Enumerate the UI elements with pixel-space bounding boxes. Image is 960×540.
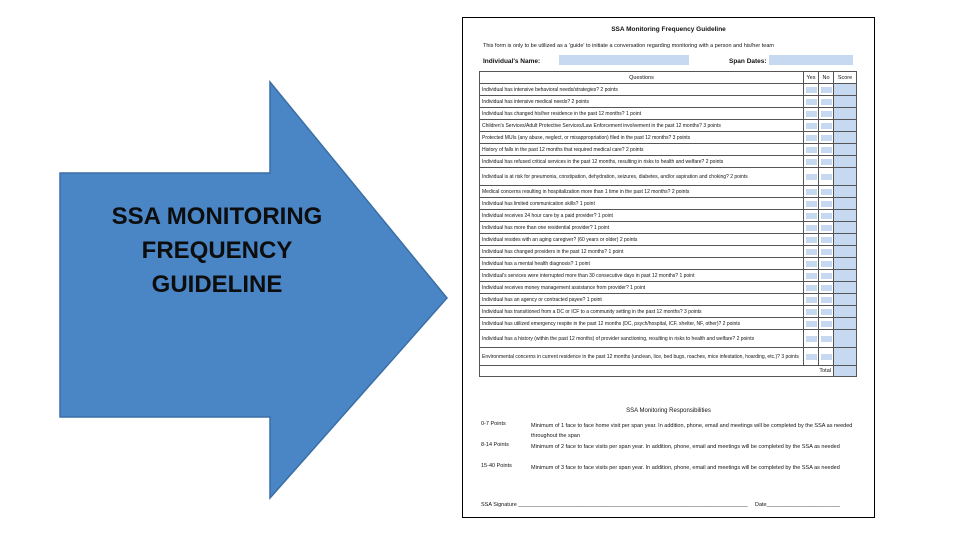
- answer-no-box[interactable]: [821, 189, 832, 195]
- answer-no-cell: [819, 96, 834, 108]
- question-text: Individual has intensive behavioral needs/strategies? 2 points: [480, 84, 804, 96]
- name-field[interactable]: [559, 55, 689, 65]
- answer-no-cell: [819, 132, 834, 144]
- question-text: Individual's services were interrupted more than 30 consecutive days in past 12 months? 1 point: [480, 270, 804, 282]
- score-cell[interactable]: [834, 234, 857, 246]
- answer-no-box[interactable]: [821, 135, 832, 141]
- answer-no-box[interactable]: [821, 249, 832, 255]
- answer-yes-box[interactable]: [806, 111, 817, 117]
- answer-yes-cell: [804, 168, 819, 186]
- answer-yes-cell: [804, 120, 819, 132]
- question-text: Medical concerns resulting in hospitalization more than 1 time in the past 12 months? 2 points: [480, 186, 804, 198]
- span-dates-field[interactable]: [769, 55, 853, 65]
- question-row: [480, 186, 857, 198]
- question-row: [480, 84, 857, 96]
- answer-no-box[interactable]: [821, 261, 832, 267]
- answer-no-cell: [819, 144, 834, 156]
- answer-yes-box[interactable]: [806, 147, 817, 153]
- header-score: Score: [834, 72, 857, 84]
- questions-table: [479, 71, 857, 377]
- question-row: [480, 258, 857, 270]
- answer-yes-box[interactable]: [806, 99, 817, 105]
- score-cell[interactable]: [834, 348, 857, 366]
- answer-yes-cell: [804, 186, 819, 198]
- answer-yes-cell: [804, 294, 819, 306]
- answer-no-box[interactable]: [821, 213, 832, 219]
- answer-no-box[interactable]: [821, 111, 832, 117]
- total-score-cell[interactable]: [834, 366, 857, 377]
- answer-yes-box[interactable]: [806, 354, 817, 360]
- answer-no-cell: [819, 282, 834, 294]
- answer-no-box[interactable]: [821, 225, 832, 231]
- question-row: [480, 348, 857, 366]
- score-cell[interactable]: [834, 294, 857, 306]
- score-cell[interactable]: [834, 168, 857, 186]
- question-row: [480, 318, 857, 330]
- slide-title: [72, 200, 362, 302]
- answer-no-cell: [819, 318, 834, 330]
- answer-no-cell: [819, 294, 834, 306]
- answer-no-cell: [819, 108, 834, 120]
- answer-yes-cell: [804, 132, 819, 144]
- score-cell[interactable]: [834, 108, 857, 120]
- score-cell[interactable]: [834, 156, 857, 168]
- question-text: Individual has a history (within the past 12 months) of provider sanctioning, resulting in risks to health and welfare? 2 points: [480, 330, 804, 348]
- answer-no-cell: [819, 258, 834, 270]
- score-cell[interactable]: [834, 198, 857, 210]
- span-dates-label: Span Dates:: [729, 58, 767, 65]
- slide-title-line: GUIDELINE: [151, 271, 283, 298]
- answer-no-box[interactable]: [821, 273, 832, 279]
- answer-yes-box[interactable]: [806, 336, 817, 342]
- answer-no-cell: [819, 246, 834, 258]
- question-row: [480, 198, 857, 210]
- slide-title-line: SSA MONITORING: [111, 203, 323, 230]
- question-text: Individual has intensive medical needs? 2 points: [480, 96, 804, 108]
- question-text: Individual has refused critical services in the past 12 months, resulting in risks to health and welfare? 2 points: [480, 156, 804, 168]
- answer-yes-box[interactable]: [806, 321, 817, 327]
- answer-yes-cell: [804, 198, 819, 210]
- question-text: Individual has limited communication skills? 1 point: [480, 198, 804, 210]
- question-text: Individual has utilized emergency respite in the past 12 months (DC, psych/hospital, ICF, shelter, NF, other)? 2 points: [480, 318, 804, 330]
- total-label: Total: [480, 366, 834, 377]
- answer-yes-box[interactable]: [806, 213, 817, 219]
- question-text: Individual receives 24 hour care by a paid provider? 1 point: [480, 210, 804, 222]
- answer-no-box[interactable]: [821, 354, 832, 360]
- answer-yes-box[interactable]: [806, 309, 817, 315]
- answer-no-cell: [819, 330, 834, 348]
- score-cell[interactable]: [834, 318, 857, 330]
- answer-no-cell: [819, 234, 834, 246]
- answer-no-box[interactable]: [821, 309, 832, 315]
- question-text: Individual has changed providers in the past 12 months? 1 point: [480, 246, 804, 258]
- question-row: [480, 330, 857, 348]
- score-cell[interactable]: [834, 258, 857, 270]
- score-cell[interactable]: [834, 210, 857, 222]
- question-row: [480, 156, 857, 168]
- question-text: Individual has a mental health diagnosis? 1 point: [480, 258, 804, 270]
- answer-no-cell: [819, 168, 834, 186]
- answer-no-cell: [819, 306, 834, 318]
- questions-body: [480, 84, 857, 377]
- question-text: Individual has transitioned from a DC or ICF to a community setting in the past 12 months? 3 points: [480, 306, 804, 318]
- answer-yes-cell: [804, 108, 819, 120]
- ssa-signature-line[interactable]: SSA Signature ___________________________________________________________________________: [481, 502, 748, 508]
- answer-no-cell: [819, 156, 834, 168]
- score-cell[interactable]: [834, 132, 857, 144]
- question-row: [480, 294, 857, 306]
- answer-no-box[interactable]: [821, 99, 832, 105]
- answer-yes-box[interactable]: [806, 273, 817, 279]
- answer-yes-box[interactable]: [806, 159, 817, 165]
- answer-yes-box[interactable]: [806, 297, 817, 303]
- question-row: [480, 210, 857, 222]
- question-text: Individual resides with an aging caregiver? (60 years or older) 2 points: [480, 234, 804, 246]
- question-row: [480, 108, 857, 120]
- answer-no-box[interactable]: [821, 201, 832, 207]
- answer-yes-box[interactable]: [806, 285, 817, 291]
- question-text: Children's Services/Adult Protective Services/Law Enforcement involvement in the past 12 months? 3 points: [480, 120, 804, 132]
- answer-yes-cell: [804, 84, 819, 96]
- answer-no-cell: [819, 348, 834, 366]
- header-questions: Questions: [480, 72, 804, 84]
- question-row: [480, 96, 857, 108]
- question-row: [480, 168, 857, 186]
- answer-no-box[interactable]: [821, 147, 832, 153]
- answer-no-cell: [819, 120, 834, 132]
- slide-title-line: FREQUENCY: [141, 237, 293, 264]
- header-yes: Yes: [804, 72, 819, 84]
- answer-yes-cell: [804, 96, 819, 108]
- answer-no-cell: [819, 210, 834, 222]
- responsibility-text: Minimum of 1 face to face home visit per span year. In addition, phone, email and meetings will be completed by the SSA as needed throughout the span: [531, 423, 853, 439]
- responsibility-points: 0-7 Points: [481, 421, 506, 427]
- answer-no-box[interactable]: [821, 297, 832, 303]
- answer-no-cell: [819, 222, 834, 234]
- question-text: Individual has changed his/her residence in the past 12 months? 1 point: [480, 108, 804, 120]
- question-text: Environmental concerns in current residence in the past 12 months (unclean, lice, bed bugs, roaches, mice infestation, hoarding, etc.)? 3 points: [480, 348, 804, 366]
- answer-yes-box[interactable]: [806, 87, 817, 93]
- answer-no-box[interactable]: [821, 321, 832, 327]
- score-cell[interactable]: [834, 84, 857, 96]
- answer-yes-cell: [804, 258, 819, 270]
- form-intro: This form is only to be utilized as a 'guide' to initiate a conversation regarding monitoring with a person and his/her team: [483, 43, 775, 49]
- answer-yes-box[interactable]: [806, 225, 817, 231]
- score-cell[interactable]: [834, 330, 857, 348]
- score-cell[interactable]: [834, 246, 857, 258]
- answer-yes-box[interactable]: [806, 189, 817, 195]
- answer-yes-cell: [804, 318, 819, 330]
- answer-no-box[interactable]: [821, 285, 832, 291]
- answer-yes-cell: [804, 210, 819, 222]
- answer-no-cell: [819, 198, 834, 210]
- question-row: [480, 246, 857, 258]
- score-cell[interactable]: [834, 186, 857, 198]
- monitoring-form: [462, 17, 875, 518]
- answer-no-box[interactable]: [821, 87, 832, 93]
- score-cell[interactable]: [834, 306, 857, 318]
- date-line[interactable]: Date________________________: [755, 502, 841, 508]
- question-text: Individual has more than one residential provider? 1 point: [480, 222, 804, 234]
- answer-no-cell: [819, 84, 834, 96]
- answer-yes-box[interactable]: [806, 174, 817, 180]
- question-row: [480, 270, 857, 282]
- answer-yes-box[interactable]: [806, 237, 817, 243]
- answer-no-box[interactable]: [821, 159, 832, 165]
- question-row: [480, 120, 857, 132]
- responsibilities-title: SSA Monitoring Responsibilities: [626, 408, 711, 414]
- question-text: Individual receives money management assistance from provider? 1 point: [480, 282, 804, 294]
- question-row: [480, 144, 857, 156]
- score-cell[interactable]: [834, 144, 857, 156]
- question-text: History of falls in the past 12 months that required medical care? 2 points: [480, 144, 804, 156]
- answer-no-box[interactable]: [821, 336, 832, 342]
- question-row: [480, 306, 857, 318]
- score-cell[interactable]: [834, 120, 857, 132]
- form-title: SSA Monitoring Frequency Guideline: [611, 26, 726, 33]
- answer-yes-cell: [804, 234, 819, 246]
- question-row: [480, 222, 857, 234]
- responsibility-text: Minimum of 3 face to face visits per span year. In addition, phone, email and meetings will be completed by the SSA as needed: [531, 465, 840, 471]
- score-cell[interactable]: [834, 222, 857, 234]
- header-no: No: [819, 72, 834, 84]
- answer-yes-box[interactable]: [806, 261, 817, 267]
- responsibility-points: 15-40 Points: [481, 463, 512, 469]
- question-row: [480, 132, 857, 144]
- question-row: [480, 234, 857, 246]
- answer-yes-cell: [804, 282, 819, 294]
- answer-yes-cell: [804, 144, 819, 156]
- answer-no-box[interactable]: [821, 123, 832, 129]
- answer-yes-cell: [804, 306, 819, 318]
- answer-no-box[interactable]: [821, 174, 832, 180]
- answer-no-cell: [819, 186, 834, 198]
- answer-yes-box[interactable]: [806, 249, 817, 255]
- answer-yes-cell: [804, 222, 819, 234]
- total-row: [480, 366, 857, 377]
- score-cell[interactable]: [834, 282, 857, 294]
- score-cell[interactable]: [834, 270, 857, 282]
- answer-yes-cell: [804, 330, 819, 348]
- answer-no-box[interactable]: [821, 237, 832, 243]
- score-cell[interactable]: [834, 96, 857, 108]
- answer-yes-box[interactable]: [806, 123, 817, 129]
- question-text: Individual has an agency or contracted payee? 1 point: [480, 294, 804, 306]
- answer-yes-cell: [804, 156, 819, 168]
- responsibility-text: Minimum of 2 face to face visits per span year. In addition, phone, email and meetings will be completed by the SSA as needed: [531, 444, 840, 450]
- answer-yes-cell: [804, 348, 819, 366]
- answer-yes-box[interactable]: [806, 201, 817, 207]
- answer-no-cell: [819, 270, 834, 282]
- question-text: Protected MUIs (any abuse, neglect, or misappropriation) filed in the past 12 months? 3 points: [480, 132, 804, 144]
- answer-yes-cell: [804, 246, 819, 258]
- question-row: [480, 282, 857, 294]
- responsibility-points: 8-14 Points: [481, 442, 509, 448]
- answer-yes-box[interactable]: [806, 135, 817, 141]
- question-text: Individual is at risk for pneumonia, constipation, dehydration, seizures, diabetes, and/or aspiration and choking? 2 points: [480, 168, 804, 186]
- name-label: Individual's Name:: [483, 58, 541, 65]
- answer-yes-cell: [804, 270, 819, 282]
